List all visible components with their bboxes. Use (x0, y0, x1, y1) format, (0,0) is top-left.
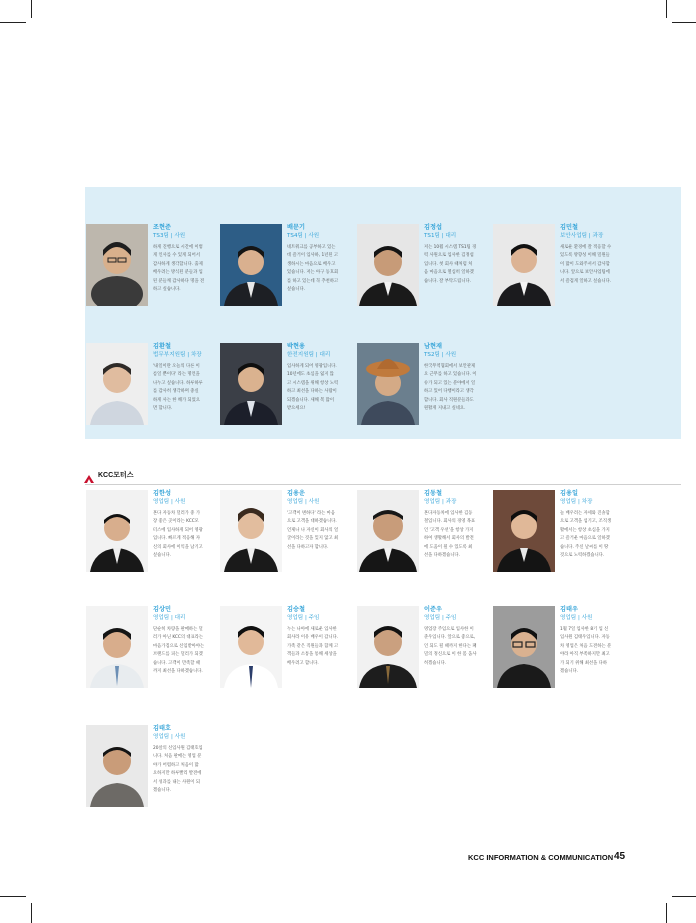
brand-label: KCC모터스 (98, 472, 134, 479)
profile-text: 입사하게 되어 영광입니다. (287, 364, 337, 369)
profile-text: 를 하고 있는데 꼭 추천하고 (287, 278, 339, 284)
profile-photo (86, 343, 148, 425)
profile-card (86, 224, 219, 319)
profile-text: 야라 아직 부족하지만 최고 (560, 652, 610, 658)
profile-text: 단순히 차량을 판매하는 딜 (153, 627, 203, 632)
profile-text: 데 즐거이 입사하, 1년된 고 (287, 253, 339, 259)
profile-name: 김용일 (560, 490, 578, 497)
profile-text: 요 근무를 하고 있습니다. 이 (424, 372, 477, 378)
profile-text: 합니다. 회사 직원분들과도 (424, 397, 474, 403)
profile-dept: 영업팀 | 사원 (153, 734, 186, 740)
profile-text: 인 되도 될 때까지 한다는 패 (424, 643, 477, 649)
profile-text: 겠습니다. (153, 788, 171, 794)
profile-text: 하고 최선을 다하는 사람이 (287, 389, 337, 395)
profile-name: 배문기 (287, 224, 305, 231)
profile-photo (86, 606, 148, 688)
profile-text: 가 되기 위해 최선을 다하 (560, 660, 607, 666)
crop-mark (666, 903, 667, 923)
profile-text: 습니다. 고객이 만족할 때 (153, 660, 200, 666)
profile-text: 니다. 앞으로 보안사업팀에 (560, 270, 610, 276)
profile-text: 생하시는 마음으로 배우고 (287, 261, 336, 267)
profile-text: 객들과 소통을 통해 세상을 (287, 652, 337, 658)
profile-card (220, 343, 353, 438)
profile-dept: 영업팀 | 사원 (287, 499, 320, 505)
profile-text: 하게 사는 한 해가 되었으 (153, 397, 200, 403)
profile-text: 받으세요! (287, 406, 306, 412)
profile-card (493, 606, 626, 701)
profile-text: 차 영업은 처음 도전하는 분 (560, 643, 612, 649)
profile-card (86, 725, 219, 820)
profile-photo (220, 224, 282, 306)
profile-name: 이준우 (424, 606, 442, 613)
profile-text: 요하지만 하루빨리 발전에 (153, 771, 202, 777)
publication-name: KCC INFORMATION & COMMUNICATION (468, 853, 614, 862)
profile-text: 원활게 지내고 싶네요. (424, 406, 466, 412)
profile-photo (493, 224, 555, 306)
profile-text: 언제나 나 자신이 회사의 얼 (287, 527, 339, 533)
profile-name: 김환철 (153, 343, 171, 350)
profile-text: 게 인사를 수 있게 되어서 (153, 253, 200, 259)
profile-card (86, 490, 219, 585)
profile-text: '내일이란 오늘의 다른 이 (153, 364, 200, 369)
profile-dept: 법무부지원팀 | 차장 (153, 352, 202, 358)
profile-photo (86, 490, 148, 572)
profile-text: 밀의 정신으로 이 한 몸 움사 (424, 652, 477, 658)
profile-card (493, 224, 626, 319)
profile-name: 김동철 (424, 490, 442, 497)
profile-text: 고 시스템을 위해 항상 노력 (287, 380, 339, 386)
profile-photo (357, 343, 419, 425)
kcc-motors-logo (84, 470, 133, 480)
profile-text: 혼다 자동차 딜러가 중 가 (153, 511, 200, 516)
profile-text: 새로운 환경에 잘 적응할 수 (560, 245, 612, 250)
section-divider (85, 484, 681, 485)
profile-text: 배우려는 방식된 분들과 입 (153, 270, 203, 276)
profile-dept: TS2팀 | 사원 (424, 352, 457, 358)
profile-name: 조현준 (153, 224, 171, 231)
profile-text: 1월 7일 입사한 8기 입 신 (560, 627, 609, 632)
profile-text: 있도록 방향성 이해 밀원들 (560, 253, 610, 259)
profile-card (220, 606, 353, 701)
profile-text: 입사원 김태우입니다. 자동 (560, 635, 610, 641)
profile-name: 김한성 (153, 490, 171, 497)
profile-photo (86, 224, 148, 306)
profile-text: 력 사원으로 입사한 김정섭 (424, 253, 474, 259)
profile-text: 이 많이 도와주셔서 감사합 (560, 261, 610, 267)
profile-text: 혼다자동차에 입사한 김동 (424, 511, 473, 516)
profile-name: 김상민 (153, 606, 171, 613)
profile-card (357, 343, 490, 438)
profile-dept: 영업팀 | 사원 (153, 499, 186, 505)
profile-text: 선을 다하고자 합니다. (287, 544, 329, 550)
profile-text: 10년에도 초심을 잃지 않 (287, 372, 334, 378)
profile-photo (86, 725, 148, 807)
profile-text: 야가 어렵하고 처음이 많 (153, 762, 199, 768)
crop-mark (0, 896, 26, 897)
profile-text: 누는 나아에 새로운 입사한 (287, 627, 337, 632)
crop-mark (672, 22, 696, 23)
profile-dept: 영업팀 | 주임 (287, 615, 320, 621)
profile-text: 영업장 주임으로 입사한 이 (424, 627, 474, 632)
profile-text: 서 성과를 내는 사원이 되 (153, 779, 200, 785)
page-number: 45 (614, 851, 626, 862)
profile-text: '고객이 변하다' 라는 마음 (287, 511, 335, 516)
profile-name: 남현재 (424, 343, 442, 350)
profile-text: 회사라 이유 배우이 갑니다. (287, 635, 339, 641)
profile-text: 입니다. 빠르게 적응해 자 (153, 536, 200, 542)
profile-text: 으로 고객을 섬기고, 조직생 (560, 519, 612, 525)
profile-text: 철입니다. 회사의 경영 목표 (424, 519, 476, 525)
profile-card (357, 490, 490, 585)
profile-text: 한국무역협회에서 보안관제 (424, 364, 476, 369)
profile-dept: 영업팀 | 과장 (424, 499, 457, 505)
profile-name: 김정섭 (424, 224, 442, 231)
profile-card (493, 490, 626, 585)
profile-text: 싶습니다. (153, 553, 171, 559)
profile-text: 감사하게 생각합니다. 출제 (153, 261, 203, 267)
profile-dept: 보안사업팀 | 과장 (560, 233, 604, 239)
profile-name: 김태호 (153, 725, 171, 732)
profile-photo (357, 606, 419, 688)
profile-dept: TS3팀 | 사원 (153, 233, 186, 239)
profile-photo (493, 606, 555, 688)
profile-name: 김용운 (287, 490, 305, 497)
profile-text: 저는 10월 시스템 TS1팀 경 (424, 245, 477, 250)
profile-photo (220, 606, 282, 688)
profile-text: 으로 고객을 대하겠습니다. (287, 519, 337, 525)
crop-mark (31, 0, 32, 18)
profile-photo (357, 490, 419, 572)
profile-text: 신의 회사에 이익을 남기고 (153, 544, 203, 550)
profile-text: 음 마음으로 열심히 일하겠 (424, 270, 474, 276)
crop-mark (672, 896, 696, 897)
profile-text: 브랜드를 피는 딜러가 되겠 (153, 652, 203, 658)
profile-text: 입니다. 첫 회사 때처럼 처 (424, 261, 473, 267)
profile-dept: TS1팀 | 대리 (424, 233, 457, 239)
profile-text: 겠습니다. (560, 669, 578, 675)
profile-text: 활에서는 항상 초심을 가지 (560, 527, 610, 533)
profile-card (220, 224, 353, 319)
profile-text: 굴이라는 것을 잊지 않고 최 (287, 536, 339, 542)
crop-mark (0, 22, 26, 23)
profile-dept: 영업팀 | 대리 (153, 615, 186, 621)
profile-text: 하여 생활해서 회사의 발전 (424, 536, 474, 542)
profile-text: 배우려고 합니다. (287, 660, 319, 666)
profile-text: 나누고 싶습니다. 하루하루 (153, 380, 203, 386)
profile-text: 히겠습니다. (424, 660, 447, 666)
profile-photo (493, 490, 555, 572)
profile-photo (220, 490, 282, 572)
profile-text: 하게 진행으로 시간에 이렇 (153, 245, 203, 250)
profile-text: 하고 싶습니다. (153, 287, 181, 293)
profile-photo (220, 343, 282, 425)
profile-text: 된 분들께 감사하다 명을 전 (153, 278, 205, 284)
profile-text: 터스에 입사하게 되어 영광 (153, 527, 203, 533)
profile-text: 되겠습니다. 새해 복 많이 (287, 397, 334, 403)
profile-card (86, 606, 219, 701)
profile-card (357, 224, 490, 319)
profile-text: 선을 다하겠습니다. (424, 553, 460, 559)
profile-card (357, 606, 490, 701)
profile-dept: TS4팀 | 사원 (287, 233, 320, 239)
profile-dept: 영업팀 | 주임 (424, 615, 457, 621)
profile-text: 까지 최선을 다하겠습니다. (153, 669, 203, 675)
profile-text: 네트워크를 공부하고 있는 (287, 245, 336, 250)
profile-text: 에 도움이 될 수 있도록 최 (424, 544, 473, 550)
profile-text: 것으로 노력하겠습니다. (560, 553, 605, 559)
profile-text: 있습니다. 저는 아구 동호회 (287, 270, 339, 276)
profile-text: 습니다. 잘 부탁드립니다. (424, 278, 471, 284)
profile-text: 를 감사히 생각하며 충실 (153, 389, 199, 395)
profile-photo (357, 224, 419, 306)
profile-text: 마음가짐으로 신임받아야는 (153, 643, 205, 649)
profile-card (86, 343, 219, 438)
profile-text: 하고 있어 다행이라고 생각 (424, 389, 474, 395)
profile-text: 면 합니다. (153, 406, 173, 412)
profile-text: 20살의 신입사원 김태호입 (153, 746, 203, 751)
profile-text: 습니다. 주신 날씨를 이 땅 (560, 544, 609, 550)
profile-name: 김태우 (560, 606, 578, 613)
crop-mark (666, 0, 667, 18)
profile-text: 늘 배우려는 자세와 진솔함 (560, 511, 610, 516)
profile-name: 박현용 (287, 343, 305, 350)
profile-text: 름일 뿐이다' 라는 명언을 (153, 372, 200, 378)
profile-text: 서 즐겁게 일하고 싶습니다. (560, 278, 612, 284)
crop-mark (31, 903, 32, 923)
profile-text: 니다. 처음 판매는 영업 분 (153, 754, 202, 760)
profile-text: 준우입니다. 앞으로 좋으로, (424, 635, 476, 641)
profile-text: 싶습니다. (287, 287, 305, 293)
profile-name: 김민철 (560, 224, 578, 231)
profile-dept: 영업팀 | 사원 (560, 615, 593, 621)
profile-dept: 영업팀 | 차장 (560, 499, 593, 505)
profile-text: 고 즐거운 마음으로 일하겠 (560, 536, 610, 542)
profile-name: 김승철 (287, 606, 305, 613)
profile-text: 러가 아닌 KCC의 대표라는 (153, 635, 204, 641)
profile-text: 가족 같은 직원들과 함께 고 (287, 643, 339, 649)
profile-text: 슈가 되고 있는 분야에서 일 (424, 380, 476, 386)
profile-text: 장 좋은 곳이라는 KCC모 (153, 519, 199, 525)
profile-dept: 한전지원팀 | 대리 (287, 352, 331, 358)
logo-icon (84, 470, 94, 480)
profile-text: 인 '고객 우선'을 항상 가지 (424, 527, 474, 533)
profile-card (220, 490, 353, 585)
